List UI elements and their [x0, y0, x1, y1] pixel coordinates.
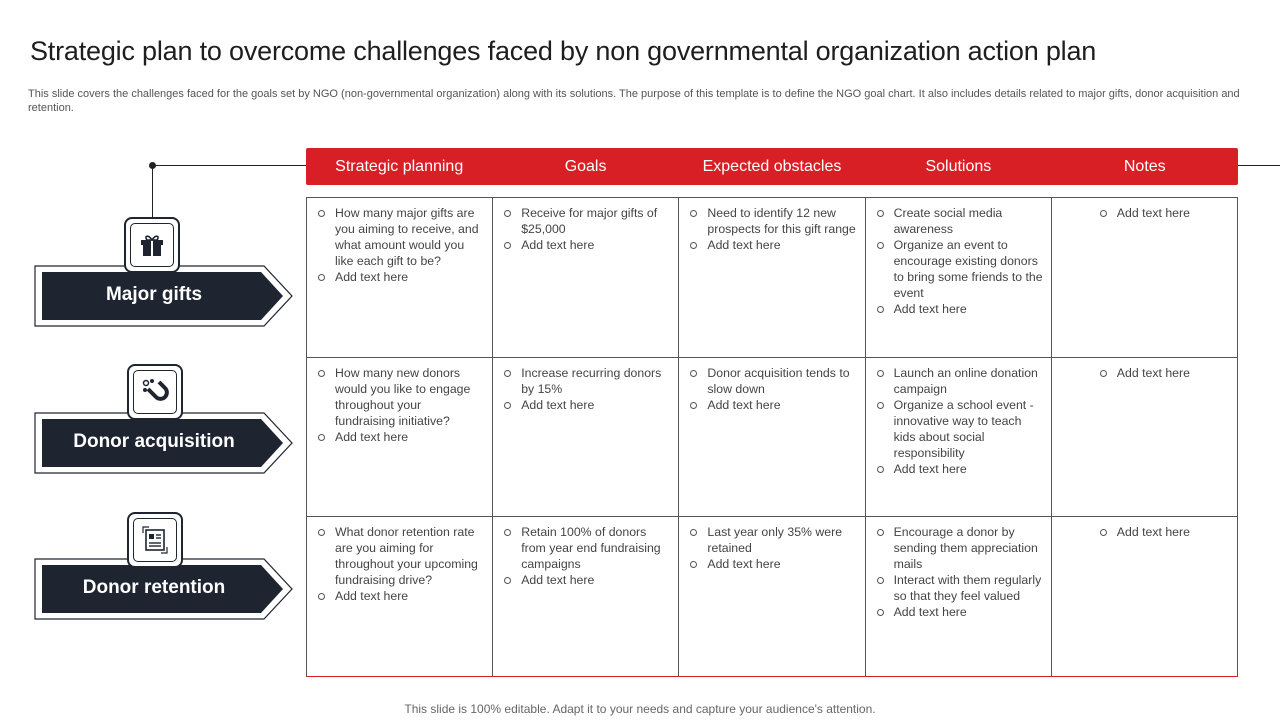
bullet-list: [501, 524, 670, 588]
bullet-item: Add text here: [1097, 365, 1229, 381]
bullet-item: Add text here: [315, 588, 484, 604]
bullet-item: Add text here: [1097, 205, 1229, 221]
bullet-item: Increase recurring donors by 15%: [501, 365, 670, 397]
row-label-major-gifts: [34, 265, 292, 327]
table-cell-goals: [493, 358, 679, 518]
bullet-item: Receive for major gifts of $25,000: [501, 205, 670, 237]
bullet-list: [315, 524, 484, 604]
connector-dot: [149, 162, 156, 169]
bullet-item: Organize an event to encourage existing donors to bring some friends to the event: [874, 237, 1043, 301]
table-cell-goals: [493, 517, 679, 677]
bullet-list: [874, 205, 1043, 317]
bullet-item: How many major gifts are you aiming to receive, and what amount would you like each gift to be?: [315, 205, 484, 269]
bullet-item: Add text here: [687, 556, 856, 572]
bullet-item: Add text here: [1097, 524, 1229, 540]
bullet-list: [874, 524, 1043, 620]
bullet-list: [874, 365, 1043, 477]
bullet-item: Create social media awareness: [874, 205, 1043, 237]
bullet-list: [315, 365, 484, 445]
table-cell-solutions: [866, 517, 1052, 677]
bullet-item: Last year only 35% were retained: [687, 524, 856, 556]
bullet-item: How many new donors would you like to engage throughout your fundraising initiative?: [315, 365, 484, 429]
table-cell-strategic-planning: [307, 358, 493, 518]
table-cell-strategic-planning: [307, 517, 493, 677]
bullet-item: Launch an online donation campaign: [874, 365, 1043, 397]
table-cell-expected-obstacles: [679, 517, 865, 677]
bullet-item: Encourage a donor by sending them appreciation mails: [874, 524, 1043, 572]
header-solutions: Solutions: [925, 157, 992, 175]
bullet-item: Add text here: [874, 301, 1043, 317]
bullet-item: Add text here: [315, 269, 484, 285]
table-cell-expected-obstacles: [679, 198, 865, 358]
table-cell-strategic-planning: [307, 198, 493, 358]
bullet-list: [1060, 205, 1229, 221]
bullet-item: Interact with them regularly so that they feel valued: [874, 572, 1043, 604]
table-cell-solutions: [866, 198, 1052, 358]
row-label-donor-acquisition: [34, 412, 292, 474]
bullet-list: [315, 205, 484, 285]
row-label-text: Major gifts: [105, 284, 203, 305]
id-card-icon: [142, 526, 168, 554]
bullet-list: [501, 365, 670, 413]
header-goals: Goals: [564, 157, 607, 175]
table-header: [306, 148, 1238, 185]
bullet-item: Add text here: [874, 461, 1043, 477]
table-cell-goals: [493, 198, 679, 358]
row-label-text: Donor retention: [82, 577, 226, 598]
bullet-list: [501, 205, 670, 253]
table-cell-solutions: [866, 358, 1052, 518]
bullet-item: Add text here: [315, 429, 484, 445]
plan-table: [306, 197, 1238, 677]
connector-line-vertical: [152, 165, 153, 219]
bullet-item: Add text here: [874, 604, 1043, 620]
bullet-list: [687, 205, 856, 253]
slide-footer: This slide is 100% editable. Adapt it to your needs and capture your audience's attention.: [404, 702, 876, 716]
header-strategic-planning: Strategic planning: [335, 157, 464, 175]
bullet-item: Donor acquisition tends to slow down: [687, 365, 856, 397]
icon-frame: [124, 217, 180, 273]
bullet-item: Add text here: [501, 397, 670, 413]
icon-frame: [127, 512, 183, 568]
bullet-item: Add text here: [501, 237, 670, 253]
table-cell-notes: [1052, 358, 1238, 518]
bullet-item: Retain 100% of donors from year end fundraising campaigns: [501, 524, 670, 572]
bullet-item: What donor retention rate are you aiming for throughout your upcoming fundraising drive?: [315, 524, 484, 588]
gift-icon: [139, 233, 165, 257]
table-cell-notes: [1052, 198, 1238, 358]
row-label-text: Donor acquisition: [73, 431, 235, 452]
magnet-icon: [141, 378, 169, 406]
bullet-item: Add text here: [501, 572, 670, 588]
bullet-item: Add text here: [687, 397, 856, 413]
slide-title: Strategic plan to overcome challenges faced by non governmental organization action plan: [30, 36, 1097, 66]
bullet-item: Need to identify 12 new prospects for this gift range: [687, 205, 856, 237]
bullet-list: [1060, 365, 1229, 381]
slide-subtitle: This slide covers the challenges faced for the goals set by NGO (non-governmental organization) along with its solutions. The purpose of this template is to define the NGO goal chart. It also includes details related to major gifts, donor acquisition and retention.: [28, 88, 1240, 114]
bullet-list: [687, 365, 856, 413]
bullet-item: Organize a school event - innovative way to teach kids about social responsibility: [874, 397, 1043, 461]
table-cell-notes: [1052, 517, 1238, 677]
header-expected-obstacles: Expected obstacles: [702, 157, 842, 175]
icon-frame: [127, 364, 183, 420]
bullet-list: [687, 524, 856, 572]
header-notes: Notes: [1123, 157, 1166, 175]
table-cell-expected-obstacles: [679, 358, 865, 518]
bullet-list: [1060, 524, 1229, 540]
bullet-item: Add text here: [687, 237, 856, 253]
